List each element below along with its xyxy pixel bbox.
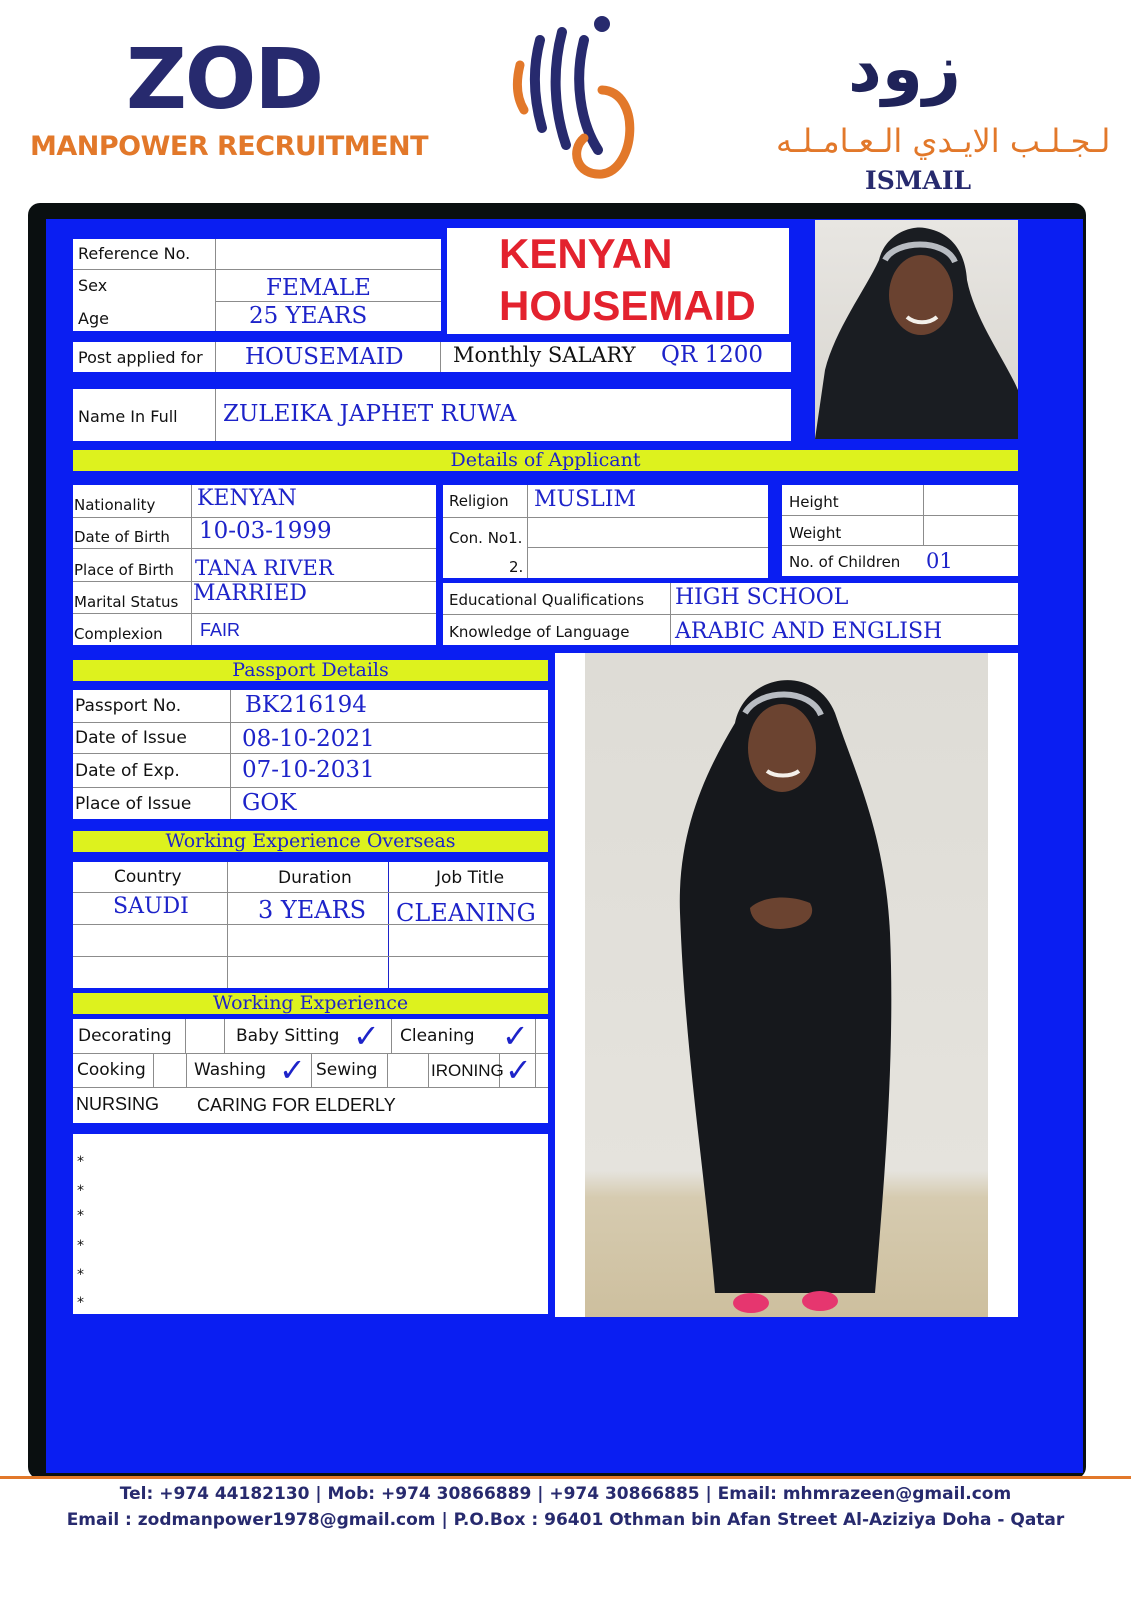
- language-label: Knowledge of Language: [449, 623, 630, 641]
- reference-label: Reference No.: [78, 244, 191, 263]
- pob-label: Place of Birth: [74, 561, 174, 579]
- title-box: [447, 228, 789, 334]
- pob-value: TANA RIVER: [195, 556, 334, 580]
- brand-name: ZOD: [126, 30, 323, 128]
- age-value: 25 YEARS: [249, 303, 368, 329]
- contact1-label: Con. No1.: [449, 529, 523, 547]
- sex-label: Sex: [78, 276, 108, 295]
- note-bullet: *: [77, 1267, 84, 1283]
- skill-cleaning: Cleaning: [400, 1026, 475, 1046]
- expiry-date-value: 07-10-2031: [242, 757, 375, 783]
- note-bullet: *: [77, 1154, 84, 1170]
- brand-tagline-arabic: لـجـلـب الايـدي الـعـامـلـه: [776, 122, 1111, 160]
- sex-value: FEMALE: [266, 275, 371, 301]
- note-bullet: *: [77, 1208, 84, 1224]
- language-value: ARABIC AND ENGLISH: [675, 619, 943, 644]
- overseas-table: [73, 862, 548, 988]
- table-cell-country: SAUDI: [113, 894, 189, 919]
- skill-sewing: Sewing: [316, 1060, 378, 1080]
- passport-no-value: BK216194: [245, 692, 367, 718]
- religion-label: Religion: [449, 492, 509, 510]
- education-label: Educational Qualifications: [449, 591, 645, 609]
- post-value: HOUSEMAID: [245, 344, 404, 370]
- issue-place-label: Place of Issue: [75, 794, 192, 814]
- height-label: Height: [789, 493, 839, 511]
- name-label: Name In Full: [78, 407, 178, 426]
- footer-divider: [0, 1476, 1131, 1479]
- col-duration: Duration: [278, 868, 352, 888]
- weight-label: Weight: [789, 524, 842, 542]
- basic-info-box: [73, 239, 441, 331]
- marital-value: MARRIED: [193, 581, 307, 606]
- dob-label: Date of Birth: [74, 528, 170, 546]
- title-line1: KENYAN: [499, 230, 673, 277]
- skill-caring-elderly: CARING FOR ELDERLY: [197, 1095, 396, 1115]
- footer-address: Email : zodmanpower1978@gmail.com | P.O.Box : 96401 Othman bin Afan Street Al-Aziziya Doha - Qatar: [66, 1510, 1065, 1530]
- education-language-box: [443, 583, 1018, 645]
- experience-heading: Working Experience: [73, 993, 548, 1014]
- issue-place-value: GOK: [242, 790, 297, 816]
- check-icon: ✓: [505, 1051, 532, 1089]
- passport-heading: Passport Details: [73, 660, 548, 681]
- details-physical-box: [782, 485, 1018, 576]
- marital-label: Marital Status: [74, 593, 179, 611]
- title-line2: HOUSEMAID: [499, 282, 756, 329]
- col-country: Country: [114, 867, 182, 887]
- skill-ironing: IRONING: [431, 1061, 504, 1080]
- details-religion-box: [443, 485, 768, 578]
- brand-tagline: MANPOWER RECRUITMENT: [30, 131, 429, 162]
- post-salary-row: [73, 342, 791, 372]
- footer-contacts: Tel: +974 44182130 | Mob: +974 30866889 | +974 30866885 | Email: mhmrazeen@gmail.com: [119, 1484, 1012, 1504]
- dob-value: 10-03-1999: [199, 518, 332, 544]
- children-label: No. of Children: [789, 553, 901, 571]
- check-icon: ✓: [502, 1017, 529, 1055]
- skill-cooking: Cooking: [77, 1060, 146, 1080]
- experience-grid: [73, 1019, 548, 1123]
- note-bullet: *: [77, 1183, 84, 1199]
- name-value: ZULEIKA JAPHET RUWA: [223, 401, 517, 427]
- contact2-label: 2.: [509, 558, 524, 576]
- table-cell-duration: 3 YEARS: [258, 896, 367, 924]
- complexion-value: FAIR: [200, 620, 241, 640]
- passport-box: [73, 690, 548, 819]
- religion-value: MUSLIM: [534, 487, 636, 512]
- details-personal-box: [73, 485, 436, 645]
- issue-date-value: 08-10-2021: [242, 726, 375, 752]
- skill-washing: Washing: [194, 1060, 267, 1080]
- skill-decorating: Decorating: [78, 1026, 172, 1046]
- agent-name: ISMAIL: [865, 166, 972, 195]
- note-bullet: *: [77, 1238, 84, 1254]
- issue-date-label: Date of Issue: [75, 728, 187, 748]
- post-label: Post applied for: [78, 348, 203, 367]
- check-icon: ✓: [353, 1017, 380, 1055]
- skill-nursing: NURSING: [76, 1094, 160, 1114]
- check-icon: ✓: [279, 1051, 306, 1089]
- name-row: [73, 389, 791, 441]
- portrait-photo: [815, 220, 1018, 439]
- details-heading: Details of Applicant: [73, 450, 1018, 471]
- salary-value: QR 1200: [661, 342, 764, 368]
- education-value: HIGH SCHOOL: [675, 585, 849, 610]
- full-length-photo: [555, 653, 1018, 1317]
- complexion-label: Complexion: [74, 625, 163, 643]
- salary-label: Monthly SALARY: [453, 343, 636, 367]
- overseas-heading: Working Experience Overseas: [73, 831, 548, 852]
- expiry-date-label: Date of Exp.: [75, 761, 180, 781]
- children-value: 01: [926, 549, 953, 573]
- company-logo: [510, 10, 650, 180]
- col-job-title: Job Title: [436, 868, 505, 888]
- note-bullet: *: [77, 1295, 84, 1311]
- skill-baby-sitting: Baby Sitting: [236, 1026, 340, 1046]
- brand-name-arabic: زود: [848, 30, 961, 107]
- age-label: Age: [78, 309, 109, 328]
- passport-no-label: Passport No.: [75, 696, 182, 716]
- notes-box: [73, 1134, 548, 1314]
- nationality-label: Nationality: [74, 496, 156, 514]
- table-cell-job: CLEANING: [396, 899, 536, 927]
- nationality-value: KENYAN: [197, 486, 297, 511]
